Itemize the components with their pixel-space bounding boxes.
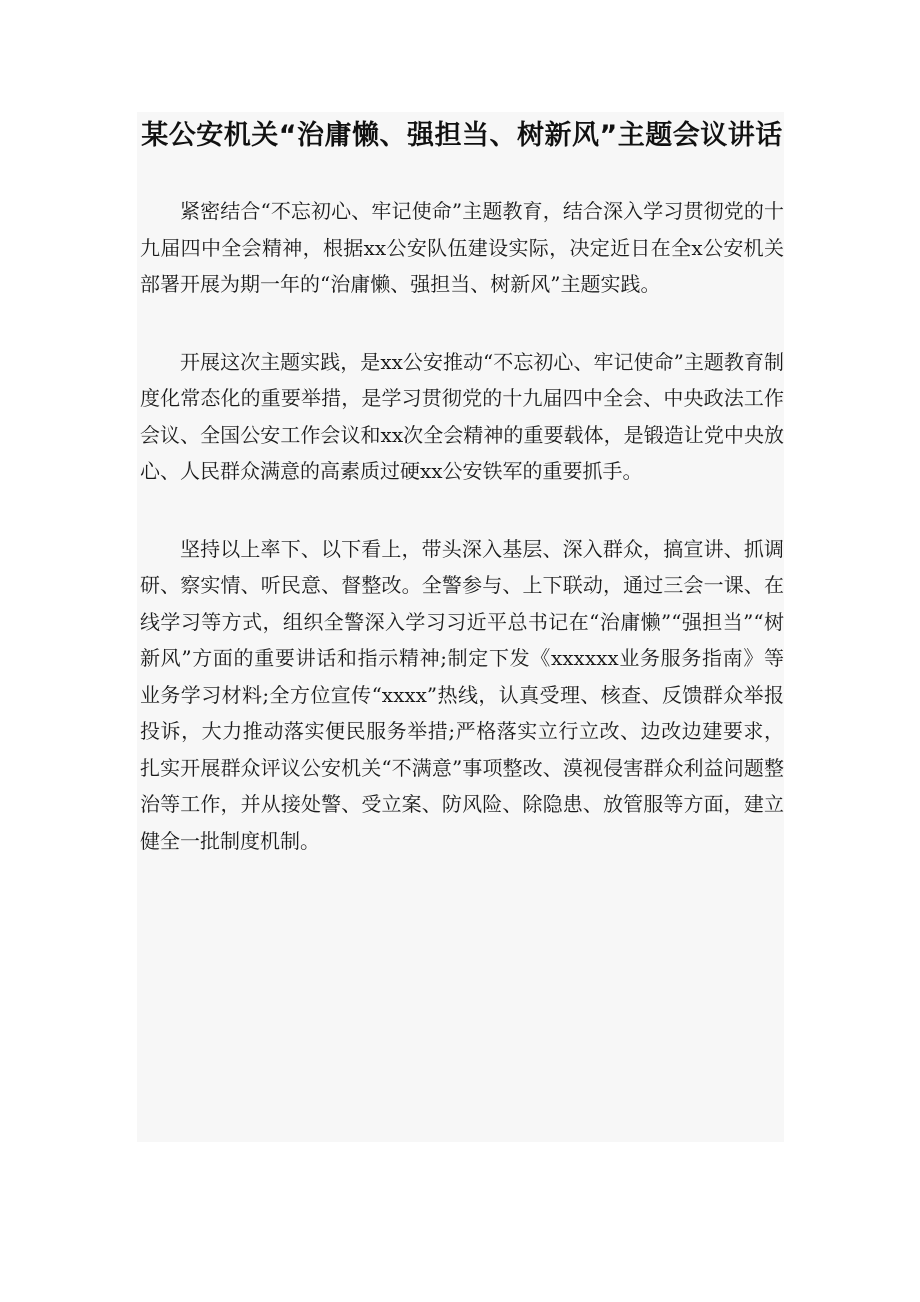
paragraph-1: 紧密结合“不忘初心、牢记使命”主题教育，结合深入学习贯彻党的十九届四中全会精神，根据xx公安队伍建设实际，决定近日在全x公安机关部署开展为期一年的“治庸懒、强担当、树新风”主题实践。	[140, 199, 784, 296]
paragraph-2: 开展这次主题实践，是xx公安推动“不忘初心、牢记使命”主题教育制度化常态化的重要举措，是学习贯彻党的十九届四中全会、中央政法工作会议、全国公安工作会议和xx次全会精神的重要载体，是锻造让党中央放心、人民群众满意的高素质过硬xx公安铁军的重要抓手。	[140, 349, 784, 483]
paragraph-3: 坚持以上率下、以下看上，带头深入基层、深入群众，搞宣讲、抓调研、察实情、听民意、督整改。全警参与、上下联动，通过三会一课、在线学习等方式，组织全警深入学习习近平总书记在“治庸懒”“强担当”“树新风”方面的重要讲话和指示精神;制定下发《xxxxxx业务服务指南》等业务学习材料;全方位宣传“xxxx”热线，认真受理、核查、反馈群众举报投诉，大力推动落实便民服务举措;严格落实立行立改、边改边建要求，扎实开展群众评议公安机关“不满意”事项整改、漠视侵害群众利益问题整治等工作，并从接处警、受立案、防风险、除隐患、放管服等方面，建立健全一批制度机制。	[140, 536, 784, 853]
document-title: 某公安机关“治庸懒、强担当、树新风”主题会议讲话	[141, 120, 783, 151]
document-body	[140, 112, 784, 859]
